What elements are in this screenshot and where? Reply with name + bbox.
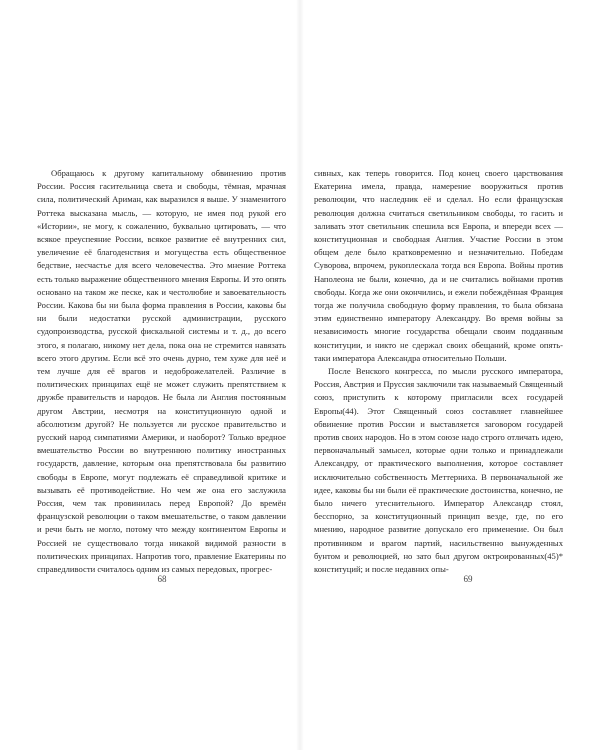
left-page-text (37, 167, 286, 576)
right-page-number: 69 (463, 574, 473, 584)
right-page (300, 0, 600, 750)
left-paragraph-1: Обращаюсь к другому капитальному обвинению против России. Россия гасительница света и свободы, тёмная, мрачная сила, политический Ариман, как выразился я выше. У знаменитого Роттека высказана мысль, — которую, не имея под рукой его «Истории», не могу, к сожалению, буквально цитировать, — что всякое преуспеяние России, всякое развитие её внутренних сил, увеличение её благоденствия и могущества есть общественное бедствие, несчастье для всего человечества. Это мнение Роттека есть только выражение общественного мнения Европы. И это опять основано на таком же песке, как и честолюбие и завоевательность России. Какова бы ни была форма правления в России, каковы бы ни были недостатки русской администрации, русского судопроизводства, русской фискальной системы и т. д., до всего этого, я полагаю, никому нет дела, пока она не стремится навязать всего этого другим. Если всё это очень дурно, тем хуже для неё и тем лучше для её врагов и недоброжелателей. Различие в политических принципах ещё не может служить препятствием к дружбе правительств и народов. Не была ли Англия постоянным другом Австрии, несмотря на конституционную одной и абсолютизм другой? Не пользуется ли русское правительство и русский народ симпатиями Америки, и наоборот? Только вредное вмешательство России во внутреннюю политику иностранных государств, давление, которым она препятствовала бы развитию свободы в Европе, могут подлежать её справедливой критике и вызывать её противодействие. Но чем же она его заслужила Россия, чем так провинилась перед Европой? До времён французской революции о таком вмешательстве, о таком давлении и речи быть не могло, потому что между континентом Европы и Россией не существовало тогда никакой видимой разности в политических принципах. Напротив того, правление Екатерины по справедливости считалось одним из самых передовых, прогрес- (37, 168, 286, 575)
right-paragraph-2: После Венского конгресса, по мысли русского императора, Россия, Австрия и Пруссия заключили так называемый Священный союз, приступить к которому пригласили всех государей Европы(44). Этот Священный союз составляет главнейшее обвинение против России и выставляется заговором государей против своих народов. Но в этом союзе надо строго отличать идею, первоначальный замысел, которые одни только и принадлежали Александру, от практического выполнения, которое составляет исключительно собственность Меттерниха. В первоначальной же идее, каковы бы ни были её практические достоинства, конечно, не было ничего утеснительного. Император Александр стоял, бесспорно, за конституционный принцип везде, где, по его мнению, народное развитие допускало его применение. Он был противником и врагом партий, насильственно вынужденных бунтом и революцией, но зато был другом октроированных(45)* конституций; и после недавних опы- (314, 366, 563, 575)
right-page-text (314, 167, 563, 576)
right-paragraph-1: сивных, как теперь говорится. Под конец своего царствования Екатерина имела, правда, намерение вооружиться против революции, что наследник её и сделал. Но если французская революция должна считаться светильником свободы, то гасить и заливать этот светильник спешила вся Европа, и впереди всех — конституционная и свободная Англия. Участие России в этом общем деле было кратковременно и незначительно. Победам Суворова, впрочем, рукоплескала тогда вся Европа. Войны против Наполеона не были, конечно, да и не считались войнами против свободы. Когда же они окончились, и ежели побеждённая Франция тогда же получила свободную форму правления, то была обязана этим единственно императору Александру. Во время войны за независимость многие государства обещали своим подданным конституции, и никто не сдержал своих обещаний, кроме опять-таки императора Александра относительно Польши. (314, 168, 563, 363)
left-page-number: 68 (157, 574, 167, 584)
